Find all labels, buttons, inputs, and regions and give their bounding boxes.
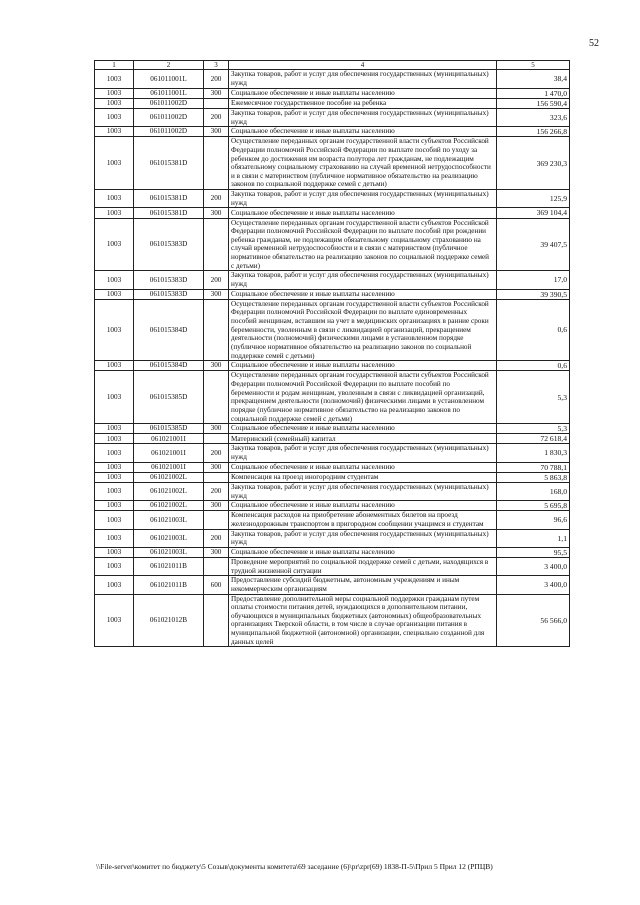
section-code-cell: 1003 [95, 434, 134, 444]
table-body [95, 70, 570, 647]
amount-cell: 1 470,0 [497, 88, 570, 98]
expense-type-cell: 200 [204, 529, 229, 547]
expense-type-cell: 300 [204, 289, 229, 299]
section-code-cell: 1003 [95, 127, 134, 137]
expense-type-cell [204, 594, 229, 647]
target-article-cell: 061015384D [134, 361, 204, 371]
section-code-cell: 1003 [95, 361, 134, 371]
target-article-cell: 061021003L [134, 511, 204, 529]
target-article-cell: 061021003L [134, 529, 204, 547]
target-article-cell: 061015385D [134, 424, 204, 434]
target-article-cell: 061011001L [134, 88, 204, 98]
table-row [95, 361, 570, 371]
section-code-cell: 1003 [95, 594, 134, 647]
target-article-cell: 061021001I [134, 434, 204, 444]
expense-type-cell [204, 434, 229, 444]
amount-cell: 156 266,8 [497, 127, 570, 137]
description-cell: Закупка товаров, работ и услуг для обеспечения государственных (муниципальных) нужд [229, 190, 497, 208]
expense-type-cell: 200 [204, 444, 229, 462]
expense-type-cell [204, 472, 229, 482]
expense-type-cell [204, 218, 229, 271]
description-cell: Закупка товаров, работ и услуг для обеспечения государственных (муниципальных) нужд [229, 529, 497, 547]
expense-type-cell: 300 [204, 361, 229, 371]
description-cell: Предоставление дополнительной меры социальной поддержки гражданам путем оплаты стоимости питания детей, нуждающихся в дополнительном питании, обучающихся в муниципальных бюджетных (автономных) общеобразовательных организациях Тверской области, в том числе в случае организации питания в муниципальной бюджетной (автономной) организации, специально созданной для данных целей [229, 594, 497, 647]
table-row [95, 482, 570, 500]
target-article-cell: 061015385D [134, 371, 204, 424]
table-row [95, 501, 570, 511]
description-cell: Осуществление переданных органам государственной власти субъектов Российской Федерации полномочий Российской Федерации по выплате пособий при рождении ребенка гражданам, не подлежащим обязательному социальному страхованию на случай временной нетрудоспособности и в связи с материнством (публичное нормативное обязательство на реализацию законов по социальной поддержке семей с детьми) [229, 218, 497, 271]
target-article-cell: 061021002L [134, 482, 204, 500]
amount-cell: 3 400,0 [497, 576, 570, 594]
table-row [95, 127, 570, 137]
description-cell: Осуществление переданных органам государственной власти субъектов Российской Федерации полномочий Российской Федерации по выплате единовременных пособий женщинам, вставшим на учет в медицинских организациях в ранние сроки беременности, уволенным в связи с ликвидацией организаций, прекращением деятельности (полномочий) физическими лицами в установленном порядке (публичное нормативное обязательство на реализацию законов по социальной поддержке семей с детьми) [229, 299, 497, 360]
section-code-cell: 1003 [95, 557, 134, 575]
expense-type-cell [204, 299, 229, 360]
amount-cell: 17,0 [497, 271, 570, 289]
budget-table [94, 60, 570, 647]
table-row [95, 190, 570, 208]
description-cell: Закупка товаров, работ и услуг для обеспечения государственных (муниципальных) нужд [229, 482, 497, 500]
section-code-cell: 1003 [95, 137, 134, 190]
target-article-cell: 061015381D [134, 190, 204, 208]
section-code-cell: 1003 [95, 501, 134, 511]
amount-cell: 39 390,5 [497, 289, 570, 299]
target-article-cell: 061011002D [134, 98, 204, 108]
section-code-cell: 1003 [95, 529, 134, 547]
expense-type-cell [204, 137, 229, 190]
expense-type-cell: 200 [204, 482, 229, 500]
target-article-cell: 061021001I [134, 444, 204, 462]
amount-cell: 0,6 [497, 299, 570, 360]
section-code-cell: 1003 [95, 98, 134, 108]
target-article-cell: 061015383D [134, 218, 204, 271]
target-article-cell: 061021002L [134, 472, 204, 482]
target-article-cell: 061011001L [134, 70, 204, 88]
expense-type-cell [204, 98, 229, 108]
column-header: 1 [95, 61, 134, 70]
amount-cell: 323,6 [497, 108, 570, 126]
description-cell: Осуществление переданных органам государственной власти субъектов Российской Федерации полномочий Российской Федерации по выплате пособий по уходу за ребенком до достижения им возраста полутора лет гражданам, не подлежащим обязательному социальному страхованию на случай временной нетрудоспособности и в связи с материнством (публичное нормативное обязательство на реализацию законов по социальной поддержке семей с детьми) [229, 137, 497, 190]
amount-cell: 95,5 [497, 547, 570, 557]
column-header: 2 [134, 61, 204, 70]
amount-cell: 369 104,4 [497, 208, 570, 218]
description-cell: Закупка товаров, работ и услуг для обеспечения государственных (муниципальных) нужд [229, 70, 497, 88]
table-row [95, 98, 570, 108]
column-header: 4 [229, 61, 497, 70]
expense-type-cell: 200 [204, 190, 229, 208]
table-row [95, 108, 570, 126]
expense-type-cell: 200 [204, 271, 229, 289]
target-article-cell: 061015383D [134, 289, 204, 299]
column-header: 5 [497, 61, 570, 70]
section-code-cell: 1003 [95, 289, 134, 299]
description-cell: Закупка товаров, работ и услуг для обеспечения государственных (муниципальных) нужд [229, 108, 497, 126]
expense-type-cell: 200 [204, 70, 229, 88]
section-code-cell: 1003 [95, 218, 134, 271]
table-header-row [95, 61, 570, 70]
description-cell: Социальное обеспечение и иные выплаты населению [229, 424, 497, 434]
target-article-cell: 061021002L [134, 501, 204, 511]
table-row [95, 289, 570, 299]
section-code-cell: 1003 [95, 88, 134, 98]
description-cell: Социальное обеспечение и иные выплаты населению [229, 127, 497, 137]
expense-type-cell [204, 557, 229, 575]
amount-cell: 369 230,3 [497, 137, 570, 190]
target-article-cell: 061015381D [134, 208, 204, 218]
expense-type-cell [204, 511, 229, 529]
table-row [95, 208, 570, 218]
expense-type-cell: 300 [204, 547, 229, 557]
section-code-cell: 1003 [95, 482, 134, 500]
target-article-cell: 061021001I [134, 462, 204, 472]
amount-cell: 168,0 [497, 482, 570, 500]
table-row [95, 594, 570, 647]
section-code-cell: 1003 [95, 424, 134, 434]
expense-type-cell: 300 [204, 88, 229, 98]
target-article-cell: 061021011B [134, 576, 204, 594]
amount-cell: 156 590,4 [497, 98, 570, 108]
description-cell: Социальное обеспечение и иные выплаты населению [229, 361, 497, 371]
target-article-cell: 061011002D [134, 108, 204, 126]
section-code-cell: 1003 [95, 108, 134, 126]
description-cell: Ежемесячное государственное пособие на ребенка [229, 98, 497, 108]
table-row [95, 576, 570, 594]
target-article-cell: 061021012B [134, 594, 204, 647]
amount-cell: 5 695,8 [497, 501, 570, 511]
expense-type-cell: 300 [204, 424, 229, 434]
target-article-cell: 061015384D [134, 299, 204, 360]
section-code-cell: 1003 [95, 547, 134, 557]
table-row [95, 371, 570, 424]
description-cell: Социальное обеспечение и иные выплаты населению [229, 289, 497, 299]
description-cell: Социальное обеспечение и иные выплаты населению [229, 501, 497, 511]
description-cell: Проведение мероприятий по социальной поддержке семей с детьми, находящихся в трудной жизненной ситуации [229, 557, 497, 575]
section-code-cell: 1003 [95, 511, 134, 529]
table-row [95, 529, 570, 547]
table-row [95, 88, 570, 98]
amount-cell: 5,3 [497, 424, 570, 434]
target-article-cell: 061015381D [134, 137, 204, 190]
target-article-cell: 061015383D [134, 271, 204, 289]
table-row [95, 137, 570, 190]
section-code-cell: 1003 [95, 371, 134, 424]
table-row [95, 511, 570, 529]
description-cell: Осуществление переданных органам государственной власти субъектов Российской Федерации полномочий Российской Федерации по выплате пособий по беременности и родам женщинам, уволенным в связи с ликвидацией организаций, прекращением деятельности (полномочий) физическими лицами в установленном порядке (публичное нормативное обязательство на реализацию законов по социальной поддержке семей с детьми) [229, 371, 497, 424]
amount-cell: 70 788,1 [497, 462, 570, 472]
description-cell: Компенсация на проезд иногородним студентам [229, 472, 497, 482]
expense-type-cell: 300 [204, 127, 229, 137]
description-cell: Закупка товаров, работ и услуг для обеспечения государственных (муниципальных) нужд [229, 271, 497, 289]
table-row [95, 472, 570, 482]
target-article-cell: 061021011B [134, 557, 204, 575]
description-cell: Материнский (семейный) капитал [229, 434, 497, 444]
table-row [95, 434, 570, 444]
table-row [95, 70, 570, 88]
section-code-cell: 1003 [95, 70, 134, 88]
section-code-cell: 1003 [95, 271, 134, 289]
table-row [95, 271, 570, 289]
amount-cell: 1,1 [497, 529, 570, 547]
target-article-cell: 061021003L [134, 547, 204, 557]
target-article-cell: 061011002D [134, 127, 204, 137]
section-code-cell: 1003 [95, 472, 134, 482]
expense-type-cell: 300 [204, 462, 229, 472]
amount-cell: 3 400,0 [497, 557, 570, 575]
description-cell: Социальное обеспечение и иные выплаты населению [229, 208, 497, 218]
amount-cell: 72 618,4 [497, 434, 570, 444]
section-code-cell: 1003 [95, 299, 134, 360]
expense-type-cell [204, 371, 229, 424]
table-row [95, 218, 570, 271]
expense-type-cell: 300 [204, 208, 229, 218]
amount-cell: 39 407,5 [497, 218, 570, 271]
table-row [95, 299, 570, 360]
amount-cell: 0,6 [497, 361, 570, 371]
description-cell: Социальное обеспечение и иные выплаты населению [229, 547, 497, 557]
footer-file-path: \\File-server\комитет по бюджету\5 Созыв\документы комитета\69 заседание (6)\pr\zpr(69) 1838-П-5\Прил 5 Прил 12 (РПЦВ) [96, 862, 493, 871]
column-header: 3 [204, 61, 229, 70]
expense-type-cell: 200 [204, 108, 229, 126]
section-code-cell: 1003 [95, 576, 134, 594]
section-code-cell: 1003 [95, 208, 134, 218]
table-row [95, 462, 570, 472]
page-number: 52 [589, 38, 599, 49]
amount-cell: 125,9 [497, 190, 570, 208]
section-code-cell: 1003 [95, 444, 134, 462]
table-row [95, 547, 570, 557]
amount-cell: 1 830,3 [497, 444, 570, 462]
table-row [95, 424, 570, 434]
table-row [95, 444, 570, 462]
amount-cell: 5,3 [497, 371, 570, 424]
amount-cell: 38,4 [497, 70, 570, 88]
description-cell: Компенсация расходов на приобретение абонементных билетов на проезд железнодорожным транспортом в пригородном сообщении учащимся и студентам [229, 511, 497, 529]
section-code-cell: 1003 [95, 190, 134, 208]
description-cell: Социальное обеспечение и иные выплаты населению [229, 88, 497, 98]
description-cell: Предоставление субсидий бюджетным, автономным учреждениям и иным некоммерческим организациям [229, 576, 497, 594]
description-cell: Социальное обеспечение и иные выплаты населению [229, 462, 497, 472]
expense-type-cell: 300 [204, 501, 229, 511]
description-cell: Закупка товаров, работ и услуг для обеспечения государственных (муниципальных) нужд [229, 444, 497, 462]
section-code-cell: 1003 [95, 462, 134, 472]
table-row [95, 557, 570, 575]
amount-cell: 56 566,0 [497, 594, 570, 647]
expense-type-cell: 600 [204, 576, 229, 594]
amount-cell: 5 863,8 [497, 472, 570, 482]
amount-cell: 96,6 [497, 511, 570, 529]
